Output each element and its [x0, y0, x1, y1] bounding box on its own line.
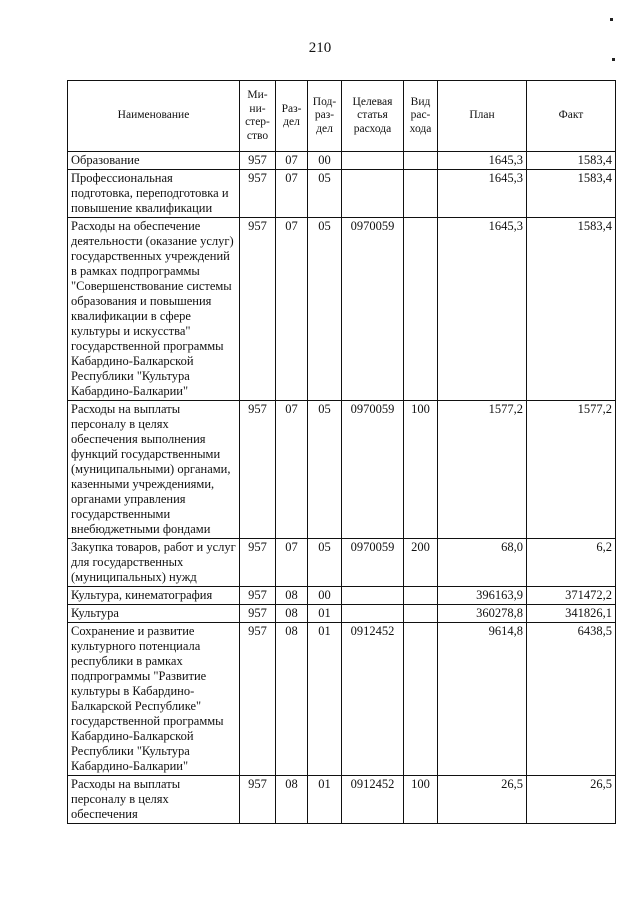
row-target: 0912452	[342, 776, 404, 824]
row-name: Закупка товаров, работ и услуг для государственных (муниципальных) нужд	[68, 539, 240, 587]
row-fact: 6438,5	[527, 623, 616, 776]
row-fact: 6,2	[527, 539, 616, 587]
row-plan: 1645,3	[438, 170, 527, 218]
row-subsection: 05	[308, 218, 342, 401]
header-fact: Факт	[527, 81, 616, 152]
header-section: Раз-дел	[276, 81, 308, 152]
header-target: Целевая статья расхода	[342, 81, 404, 152]
table-row	[68, 776, 616, 824]
row-ministry: 957	[240, 623, 276, 776]
row-subsection: 00	[308, 152, 342, 170]
table-row	[68, 587, 616, 605]
row-expense-type	[404, 587, 438, 605]
row-ministry: 957	[240, 587, 276, 605]
row-expense-type: 100	[404, 401, 438, 539]
row-target: 0970059	[342, 218, 404, 401]
row-ministry: 957	[240, 776, 276, 824]
row-plan: 1645,3	[438, 152, 527, 170]
header-plan: План	[438, 81, 527, 152]
row-target	[342, 587, 404, 605]
header-subsection: Под-раз-дел	[308, 81, 342, 152]
row-subsection: 01	[308, 776, 342, 824]
table-row	[68, 539, 616, 587]
table-row	[68, 605, 616, 623]
row-ministry: 957	[240, 218, 276, 401]
row-section: 08	[276, 776, 308, 824]
row-fact: 1583,4	[527, 170, 616, 218]
row-section: 08	[276, 605, 308, 623]
row-fact: 1577,2	[527, 401, 616, 539]
row-name: Расходы на обеспечение деятельности (оказание услуг) государственных учреждений в рамках подпрограммы "Совершенствование системы образования и повышения квалификации в сфере культуры и искусства" государственной программы Кабардино-Балкарской Республики "Культура Кабардино-Балкарии"	[68, 218, 240, 401]
row-ministry: 957	[240, 401, 276, 539]
row-expense-type: 200	[404, 539, 438, 587]
row-section: 07	[276, 539, 308, 587]
row-expense-type	[404, 605, 438, 623]
budget-table	[67, 80, 616, 824]
row-subsection: 01	[308, 605, 342, 623]
row-subsection: 05	[308, 539, 342, 587]
row-fact: 26,5	[527, 776, 616, 824]
row-ministry: 957	[240, 170, 276, 218]
row-target: 0912452	[342, 623, 404, 776]
header-name: Наименование	[68, 81, 240, 152]
row-plan: 9614,8	[438, 623, 527, 776]
header-ministry: Ми-ни-стер-ство	[240, 81, 276, 152]
row-subsection: 05	[308, 401, 342, 539]
row-target: 0970059	[342, 539, 404, 587]
table-row	[68, 152, 616, 170]
row-fact: 1583,4	[527, 152, 616, 170]
row-target: 0970059	[342, 401, 404, 539]
scan-mark	[612, 58, 615, 61]
row-target	[342, 170, 404, 218]
row-target	[342, 152, 404, 170]
row-subsection: 01	[308, 623, 342, 776]
row-name: Культура, кинематография	[68, 587, 240, 605]
header-expense-type: Вид рас-хода	[404, 81, 438, 152]
row-expense-type: 100	[404, 776, 438, 824]
row-ministry: 957	[240, 605, 276, 623]
page-number: 210	[308, 40, 332, 56]
table-row	[68, 170, 616, 218]
row-section: 08	[276, 623, 308, 776]
row-plan: 1577,2	[438, 401, 527, 539]
row-expense-type	[404, 623, 438, 776]
row-ministry: 957	[240, 539, 276, 587]
row-fact: 371472,2	[527, 587, 616, 605]
row-expense-type	[404, 152, 438, 170]
row-ministry: 957	[240, 152, 276, 170]
scan-mark	[610, 18, 613, 21]
table-row	[68, 401, 616, 539]
row-plan: 360278,8	[438, 605, 527, 623]
row-fact: 341826,1	[527, 605, 616, 623]
row-section: 07	[276, 218, 308, 401]
row-expense-type	[404, 218, 438, 401]
row-subsection: 00	[308, 587, 342, 605]
row-name: Расходы на выплаты персоналу в целях обеспечения выполнения функций государственными (муниципальными) органами, казенными учреждениями, органами управления государственными внебюджетными фондами	[68, 401, 240, 539]
row-fact: 1583,4	[527, 218, 616, 401]
row-plan: 1645,3	[438, 218, 527, 401]
row-plan: 68,0	[438, 539, 527, 587]
row-section: 08	[276, 587, 308, 605]
table-header-row	[68, 81, 616, 152]
table-row	[68, 218, 616, 401]
table-row	[68, 623, 616, 776]
row-name: Профессиональная подготовка, переподготовка и повышение квалификации	[68, 170, 240, 218]
row-subsection: 05	[308, 170, 342, 218]
row-name: Образование	[68, 152, 240, 170]
row-section: 07	[276, 401, 308, 539]
row-plan: 396163,9	[438, 587, 527, 605]
row-name: Расходы на выплаты персоналу в целях обеспечения	[68, 776, 240, 824]
row-section: 07	[276, 152, 308, 170]
row-expense-type	[404, 170, 438, 218]
row-target	[342, 605, 404, 623]
row-plan: 26,5	[438, 776, 527, 824]
row-name: Культура	[68, 605, 240, 623]
row-name: Сохранение и развитие культурного потенциала республики в рамках подпрограммы "Развитие культуры в Кабардино-Балкарской Республике" государственной программы Кабардино-Балкарской Республики "Культура Кабардино-Балкарии"	[68, 623, 240, 776]
row-section: 07	[276, 170, 308, 218]
